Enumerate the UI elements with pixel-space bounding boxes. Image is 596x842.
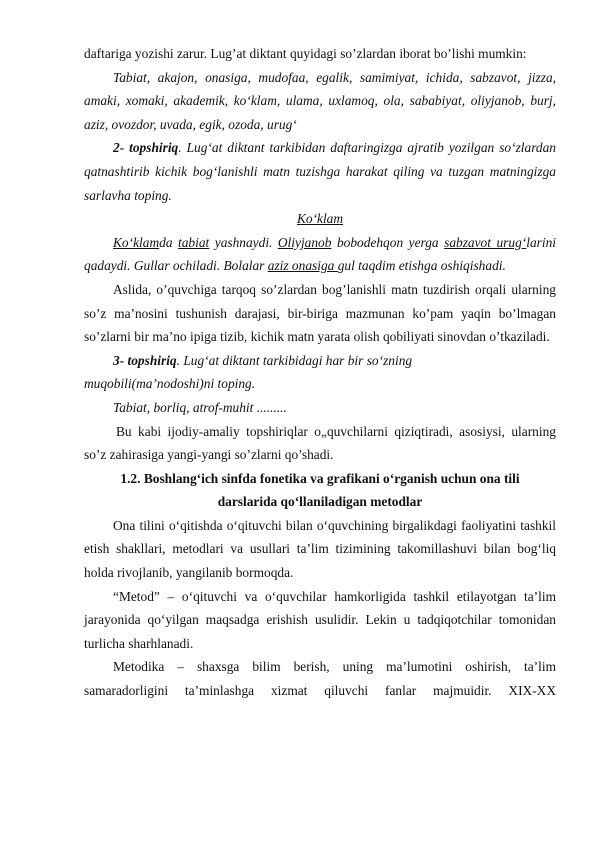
story-word-1: Ko‘klam xyxy=(113,234,160,250)
paragraph-bu-kabi: Bu kabi ijodiy-amaliy topshiriqlar o„quvchilarni qiziqtiradi, asosiysi, ularning so’z zahirasiga yangi-yangi so’zlarni qo’shadi. xyxy=(84,423,556,463)
story-text xyxy=(84,231,556,278)
story-word-4: sabzavot urug‘ xyxy=(444,234,527,250)
task-3-text: . Lug‘at diktant tarkibidagi har bir so‘zning xyxy=(176,352,413,368)
story-title: Ko‘klam xyxy=(296,211,344,227)
section-heading-line-2: darslarida qo‘llaniladigan metodlar xyxy=(217,494,423,510)
example-line: Tabiat, borliq, atrof-muhit ......... xyxy=(113,399,287,415)
paragraph-metodika: Metodika – shaxsga bilim berish, uning ma’lumotini oshirish, ta’lim samaradorligini ta’minlashga xizmat qiluvchi fanlar majmuidir. XIX-XX xyxy=(84,659,556,699)
task-2-label: 2- topshiriq xyxy=(113,140,179,156)
story-word-3: Oliyjanob xyxy=(277,234,332,250)
word-list: Tabiat, akajon, onasiga, mudofaa, egalik, samimiyat, ichida, sabzavot, jizza, amaki, xomaki, akademik, ko‘klam, ulama, uxlamoq, ola, sababiyat, oliyjanob, burj, aziz, ovozdor, uvada, egik, ozoda, urug‘ xyxy=(84,69,556,132)
paragraph-ona-tili: Ona tilini o‘qitishda o‘qituvchi bilan o‘quvchining birgalikdagi faoliyatini tashkil etish shakllari, metodlari va usullari ta’lim tizimining takomillashuvi bilan bog‘liq holda rivojlanib, yangilanib bormoqda. xyxy=(84,517,556,581)
task-3-line-2: muqobili(ma’nodoshi)ni toping. xyxy=(84,376,256,392)
story-word-5: aziz onasiga xyxy=(267,258,338,274)
story-text-5: gul taqdim etishga oshiqishadi. xyxy=(337,258,506,274)
task-2 xyxy=(84,136,556,207)
paragraph-metod: “Metod” – o‘qituvchi va o‘quvchilar hamkorligida tashkil etilayotgan ta’lim jarayonida qo‘yilgan maqsadga erishish usulidir. Lekin u tadqiqotchilar tomonidan turlicha sharhlanadi. xyxy=(84,588,556,651)
section-heading-line-1: 1.2. Boshlang‘ich sinfda fonetika va grafikani o‘rganish uchun ona tili xyxy=(120,470,520,486)
document-page xyxy=(84,42,556,703)
task-3 xyxy=(84,349,556,373)
paragraph-aslida: Aslida, o’quvchiga tarqoq so’zlardan bog’lanishli matn tuzdirish orqali ularning so’z ma’nosini tushunish darajasi, bir-biriga mazmunan ko’pam yaqin bo’lmagan so’zlarni bir ma’no ipiga tizib, kichik matn yarata olish qobiliyati sinovdan o’tkaziladi. xyxy=(84,281,556,345)
task-2-text: . Lug‘at diktant tarkibidan daftaringizga ajratib yozilgan so‘zlardan qatnashtirib kichik bog‘lanishli matn tuzishga harakat qiling va tuzgan matningizga sarlavha toping. xyxy=(84,140,556,203)
story-word-2: tabiat xyxy=(178,234,210,250)
story-text-1: da xyxy=(159,234,179,250)
story-text-2: yashnaydi. xyxy=(209,234,278,250)
task-3-label: 3- topshiriq xyxy=(113,352,177,368)
paragraph-intro: daftariga yozishi zarur. Lug’at diktant quyidagi so’zlardan iborat bo’lishi mumkin: xyxy=(84,46,527,61)
story-text-4: larini qadaydi. Gullar ochiladi. Bolalar xyxy=(84,234,556,274)
story-text-3: bobodehqon yerga xyxy=(331,234,445,250)
